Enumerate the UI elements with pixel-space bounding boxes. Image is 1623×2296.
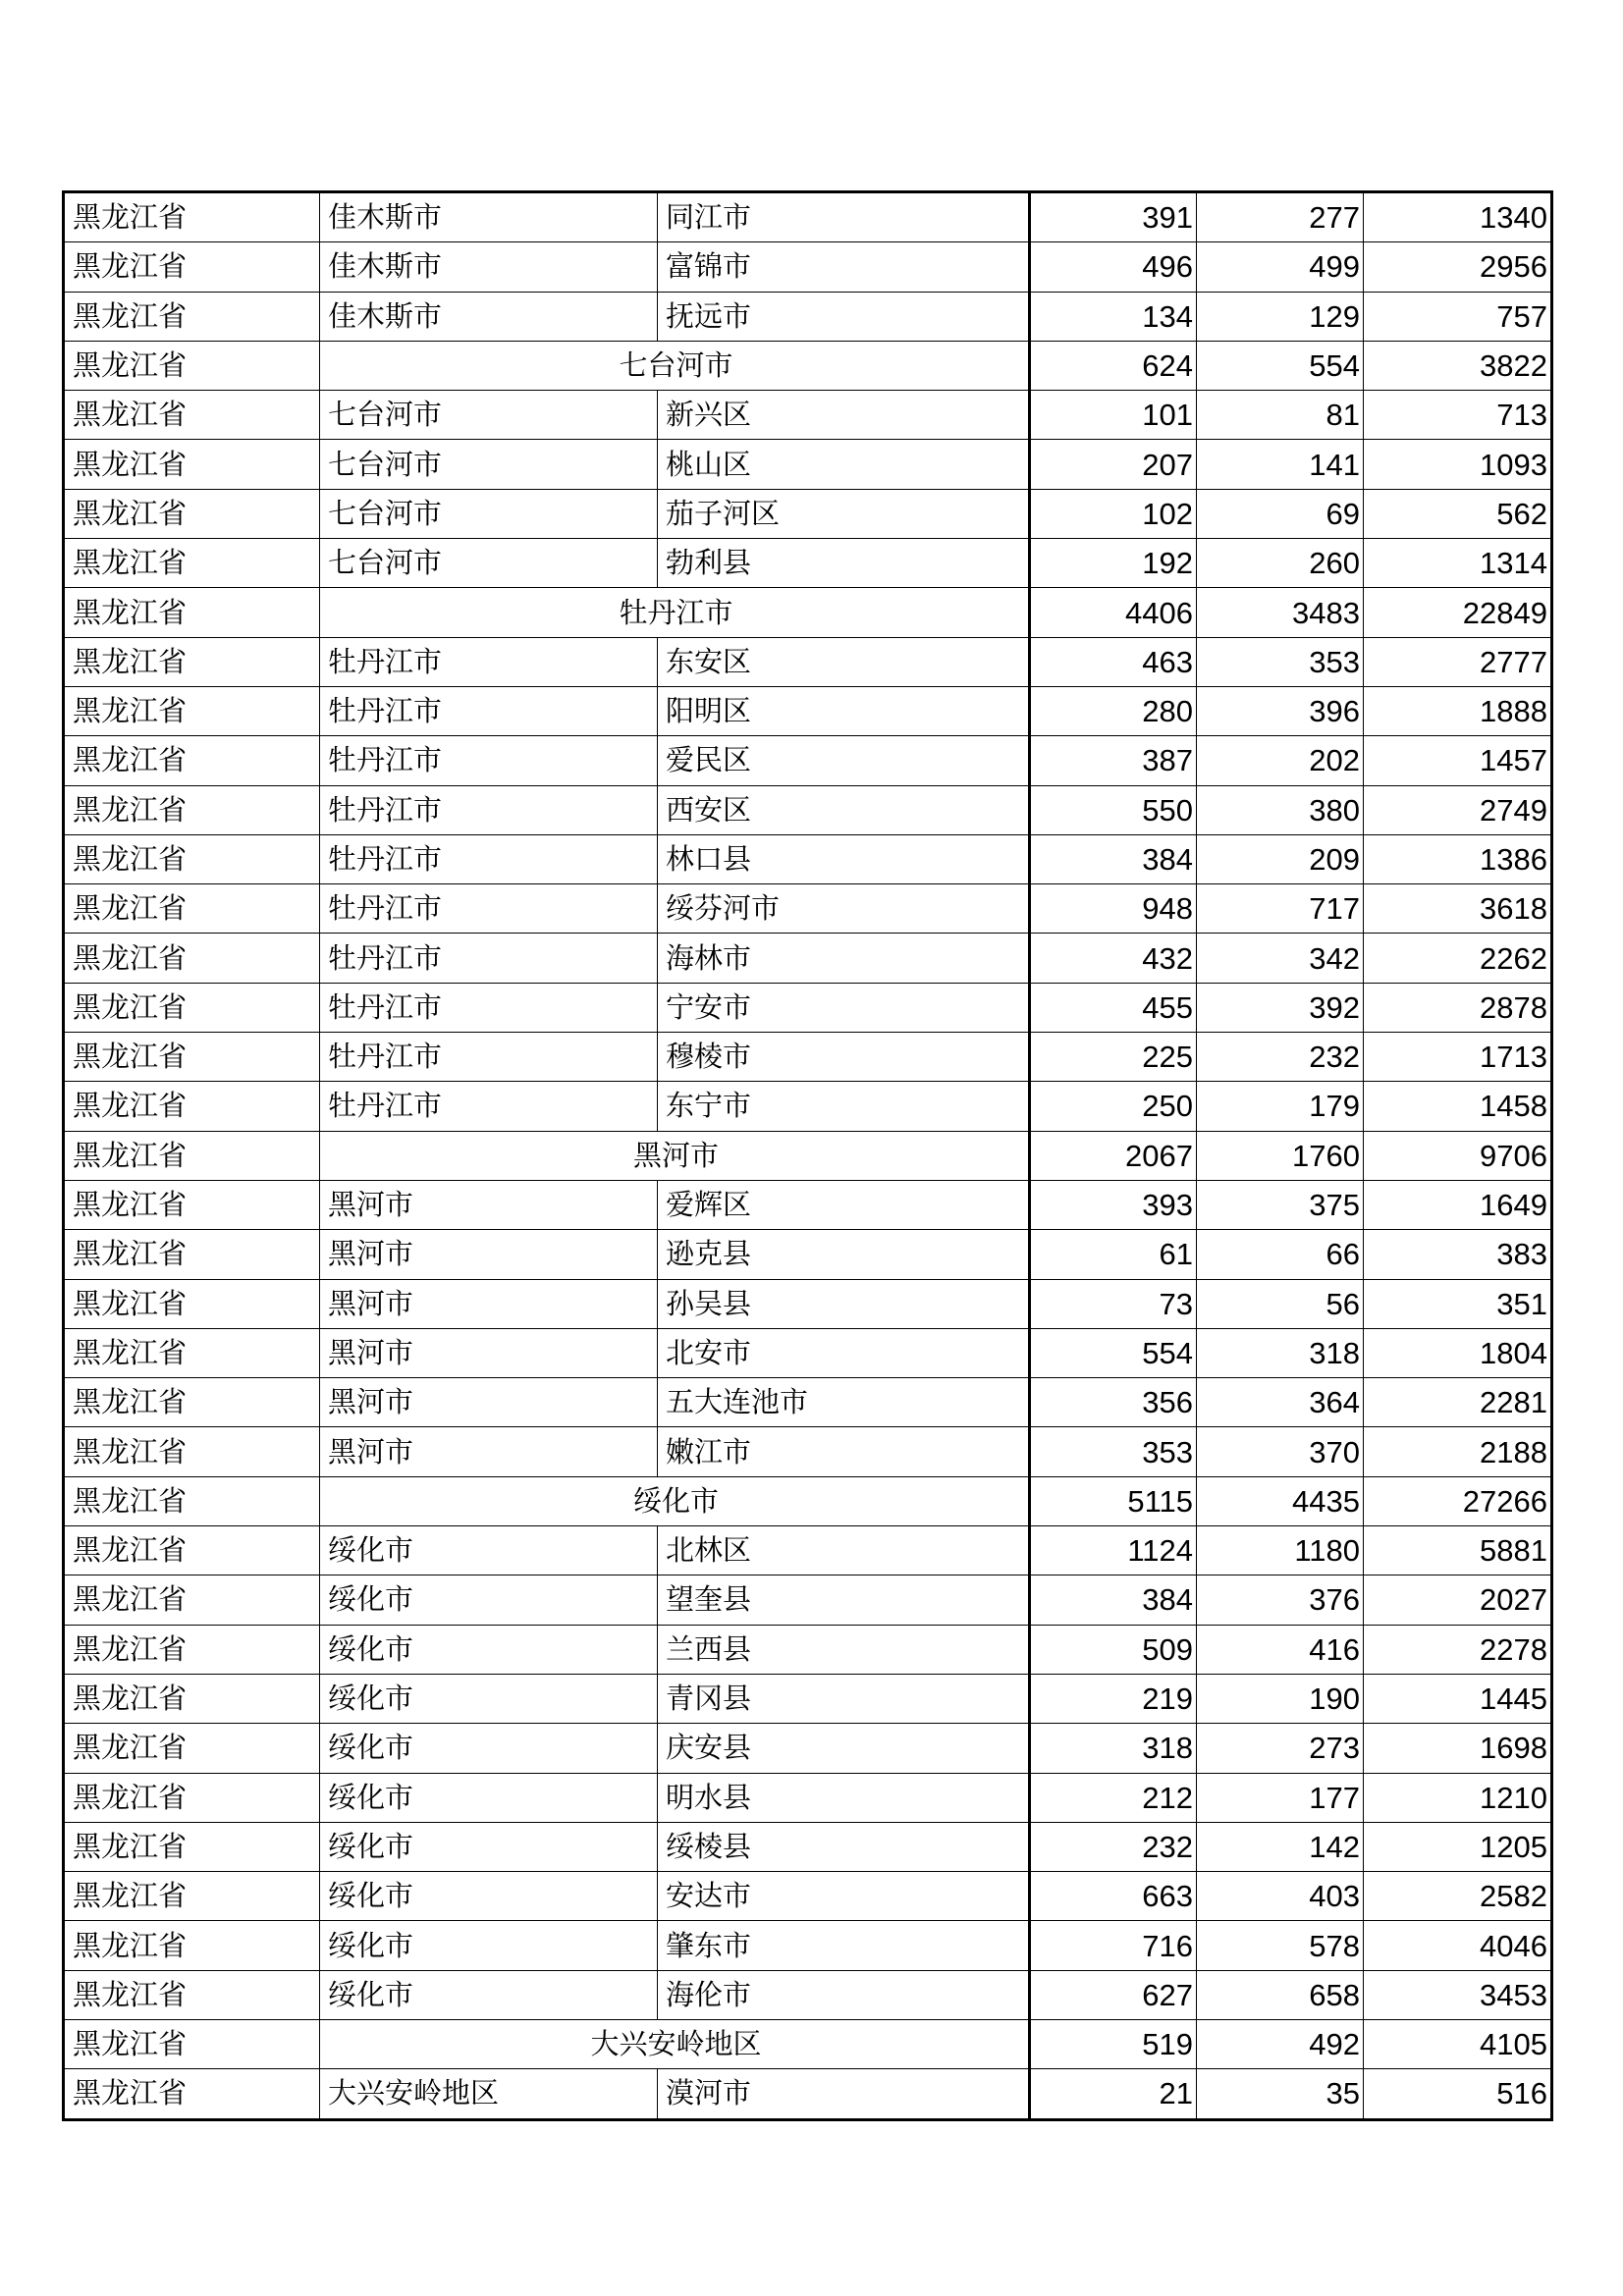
city-cell: 牡丹江市	[320, 1082, 658, 1131]
city-cell: 七台河市	[320, 489, 658, 538]
province-cell: 黑龙江省	[64, 1872, 320, 1921]
province-cell: 黑龙江省	[64, 341, 320, 390]
value-cell-2: 1760	[1197, 1131, 1364, 1180]
city-subtotal-cell: 绥化市	[320, 1476, 1030, 1525]
value-cell-1: 391	[1030, 192, 1197, 242]
province-cell: 黑龙江省	[64, 637, 320, 686]
county-cell: 绥棱县	[658, 1822, 1030, 1871]
value-cell-2: 499	[1197, 242, 1364, 292]
value-cell-3: 1314	[1364, 539, 1552, 588]
table-row	[64, 1674, 1552, 1723]
value-cell-2: 396	[1197, 686, 1364, 735]
county-cell: 茄子河区	[658, 489, 1030, 538]
value-cell-2: 342	[1197, 934, 1364, 983]
county-cell: 庆安县	[658, 1724, 1030, 1773]
value-cell-1: 1124	[1030, 1526, 1197, 1575]
province-cell: 黑龙江省	[64, 1427, 320, 1476]
value-cell-1: 134	[1030, 292, 1197, 341]
table-row	[64, 686, 1552, 735]
province-cell: 黑龙江省	[64, 1921, 320, 1970]
table-row	[64, 1033, 1552, 1082]
table-row	[64, 1180, 1552, 1229]
city-cell: 佳木斯市	[320, 192, 658, 242]
value-cell-1: 61	[1030, 1230, 1197, 1279]
value-cell-2: 578	[1197, 1921, 1364, 1970]
city-subtotal-row	[64, 2019, 1552, 2068]
value-cell-2: 1180	[1197, 1526, 1364, 1575]
county-cell: 穆棱市	[658, 1033, 1030, 1082]
table-row	[64, 1970, 1552, 2019]
table-body	[64, 192, 1552, 2120]
city-cell: 绥化市	[320, 1970, 658, 2019]
table-row	[64, 1724, 1552, 1773]
province-cell: 黑龙江省	[64, 440, 320, 489]
value-cell-3: 1713	[1364, 1033, 1552, 1082]
table-row	[64, 1230, 1552, 1279]
province-cell: 黑龙江省	[64, 834, 320, 883]
value-cell-1: 4406	[1030, 588, 1197, 637]
city-cell: 黑河市	[320, 1378, 658, 1427]
value-cell-2: 554	[1197, 341, 1364, 390]
city-cell: 绥化市	[320, 1724, 658, 1773]
city-cell: 牡丹江市	[320, 1033, 658, 1082]
value-cell-2: 416	[1197, 1625, 1364, 1674]
table-row	[64, 934, 1552, 983]
value-cell-1: 663	[1030, 1872, 1197, 1921]
province-cell: 黑龙江省	[64, 884, 320, 934]
value-cell-3: 1698	[1364, 1724, 1552, 1773]
value-cell-3: 9706	[1364, 1131, 1552, 1180]
county-cell: 绥芬河市	[658, 884, 1030, 934]
table-row	[64, 1575, 1552, 1625]
value-cell-1: 519	[1030, 2019, 1197, 2068]
province-cell: 黑龙江省	[64, 1131, 320, 1180]
value-cell-3: 2281	[1364, 1378, 1552, 1427]
province-cell: 黑龙江省	[64, 1625, 320, 1674]
value-cell-2: 69	[1197, 489, 1364, 538]
value-cell-3: 351	[1364, 1279, 1552, 1328]
city-cell: 绥化市	[320, 1872, 658, 1921]
value-cell-1: 624	[1030, 341, 1197, 390]
value-cell-2: 370	[1197, 1427, 1364, 1476]
city-cell: 牡丹江市	[320, 934, 658, 983]
value-cell-3: 1093	[1364, 440, 1552, 489]
value-cell-3: 1445	[1364, 1674, 1552, 1723]
province-cell: 黑龙江省	[64, 1674, 320, 1723]
city-cell: 黑河市	[320, 1427, 658, 1476]
table-row	[64, 736, 1552, 785]
county-cell: 勃利县	[658, 539, 1030, 588]
table-row	[64, 1427, 1552, 1476]
city-cell: 七台河市	[320, 391, 658, 440]
county-cell: 孙吴县	[658, 1279, 1030, 1328]
value-cell-2: 717	[1197, 884, 1364, 934]
table-row	[64, 1526, 1552, 1575]
value-cell-3: 2027	[1364, 1575, 1552, 1625]
value-cell-1: 250	[1030, 1082, 1197, 1131]
value-cell-2: 202	[1197, 736, 1364, 785]
county-cell: 抚远市	[658, 292, 1030, 341]
table-row	[64, 1378, 1552, 1427]
county-cell: 阳明区	[658, 686, 1030, 735]
value-cell-3: 2777	[1364, 637, 1552, 686]
value-cell-3: 2278	[1364, 1625, 1552, 1674]
value-cell-3: 5881	[1364, 1526, 1552, 1575]
table-row	[64, 391, 1552, 440]
table-row	[64, 884, 1552, 934]
value-cell-1: 716	[1030, 1921, 1197, 1970]
data-table	[62, 190, 1553, 2121]
value-cell-2: 403	[1197, 1872, 1364, 1921]
province-cell: 黑龙江省	[64, 1526, 320, 1575]
city-cell: 牡丹江市	[320, 884, 658, 934]
value-cell-2: 190	[1197, 1674, 1364, 1723]
value-cell-1: 318	[1030, 1724, 1197, 1773]
province-cell: 黑龙江省	[64, 1822, 320, 1871]
value-cell-1: 192	[1030, 539, 1197, 588]
value-cell-1: 432	[1030, 934, 1197, 983]
city-cell: 绥化市	[320, 1674, 658, 1723]
province-cell: 黑龙江省	[64, 1033, 320, 1082]
value-cell-3: 3453	[1364, 1970, 1552, 2019]
value-cell-1: 225	[1030, 1033, 1197, 1082]
county-cell: 富锦市	[658, 242, 1030, 292]
value-cell-1: 356	[1030, 1378, 1197, 1427]
value-cell-1: 102	[1030, 489, 1197, 538]
city-subtotal-cell: 黑河市	[320, 1131, 1030, 1180]
value-cell-1: 21	[1030, 2069, 1197, 2119]
value-cell-1: 948	[1030, 884, 1197, 934]
county-cell: 逊克县	[658, 1230, 1030, 1279]
value-cell-2: 392	[1197, 983, 1364, 1032]
county-cell: 漠河市	[658, 2069, 1030, 2119]
province-cell: 黑龙江省	[64, 2019, 320, 2068]
province-cell: 黑龙江省	[64, 242, 320, 292]
value-cell-2: 380	[1197, 785, 1364, 834]
city-subtotal-row	[64, 1131, 1552, 1180]
value-cell-2: 658	[1197, 1970, 1364, 2019]
county-cell: 西安区	[658, 785, 1030, 834]
value-cell-2: 277	[1197, 192, 1364, 242]
value-cell-3: 757	[1364, 292, 1552, 341]
city-subtotal-row	[64, 1476, 1552, 1525]
city-cell: 大兴安岭地区	[320, 2069, 658, 2119]
province-cell: 黑龙江省	[64, 934, 320, 983]
value-cell-2: 177	[1197, 1773, 1364, 1822]
value-cell-1: 627	[1030, 1970, 1197, 2019]
value-cell-3: 2262	[1364, 934, 1552, 983]
table-row	[64, 785, 1552, 834]
value-cell-2: 81	[1197, 391, 1364, 440]
value-cell-1: 496	[1030, 242, 1197, 292]
table-row	[64, 637, 1552, 686]
value-cell-2: 66	[1197, 1230, 1364, 1279]
value-cell-1: 101	[1030, 391, 1197, 440]
city-cell: 绥化市	[320, 1822, 658, 1871]
province-cell: 黑龙江省	[64, 292, 320, 341]
value-cell-3: 4046	[1364, 1921, 1552, 1970]
city-cell: 牡丹江市	[320, 983, 658, 1032]
value-cell-2: 35	[1197, 2069, 1364, 2119]
province-cell: 黑龙江省	[64, 1378, 320, 1427]
value-cell-2: 56	[1197, 1279, 1364, 1328]
province-cell: 黑龙江省	[64, 588, 320, 637]
county-cell: 爱辉区	[658, 1180, 1030, 1229]
value-cell-3: 2582	[1364, 1872, 1552, 1921]
value-cell-2: 129	[1197, 292, 1364, 341]
value-cell-2: 3483	[1197, 588, 1364, 637]
value-cell-3: 3822	[1364, 341, 1552, 390]
city-cell: 牡丹江市	[320, 686, 658, 735]
county-cell: 北林区	[658, 1526, 1030, 1575]
table-row	[64, 1279, 1552, 1328]
province-cell: 黑龙江省	[64, 1279, 320, 1328]
city-subtotal-cell: 牡丹江市	[320, 588, 1030, 637]
city-cell: 绥化市	[320, 1625, 658, 1674]
value-cell-1: 393	[1030, 1180, 1197, 1229]
province-cell: 黑龙江省	[64, 391, 320, 440]
value-cell-3: 4105	[1364, 2019, 1552, 2068]
value-cell-3: 1457	[1364, 736, 1552, 785]
table-row	[64, 1872, 1552, 1921]
city-cell: 黑河市	[320, 1279, 658, 1328]
county-cell: 林口县	[658, 834, 1030, 883]
city-cell: 佳木斯市	[320, 242, 658, 292]
county-cell: 爱民区	[658, 736, 1030, 785]
value-cell-2: 376	[1197, 1575, 1364, 1625]
city-subtotal-cell: 大兴安岭地区	[320, 2019, 1030, 2068]
table-row	[64, 1328, 1552, 1377]
table-row	[64, 834, 1552, 883]
table-row	[64, 242, 1552, 292]
city-cell: 七台河市	[320, 440, 658, 489]
province-cell: 黑龙江省	[64, 2069, 320, 2119]
value-cell-2: 364	[1197, 1378, 1364, 1427]
county-cell: 宁安市	[658, 983, 1030, 1032]
province-cell: 黑龙江省	[64, 1476, 320, 1525]
city-cell: 绥化市	[320, 1575, 658, 1625]
province-cell: 黑龙江省	[64, 489, 320, 538]
city-cell: 黑河市	[320, 1328, 658, 1377]
city-cell: 黑河市	[320, 1230, 658, 1279]
county-cell: 桃山区	[658, 440, 1030, 489]
value-cell-1: 280	[1030, 686, 1197, 735]
city-subtotal-row	[64, 341, 1552, 390]
value-cell-3: 383	[1364, 1230, 1552, 1279]
city-subtotal-row	[64, 588, 1552, 637]
province-cell: 黑龙江省	[64, 1082, 320, 1131]
value-cell-2: 375	[1197, 1180, 1364, 1229]
value-cell-1: 219	[1030, 1674, 1197, 1723]
province-cell: 黑龙江省	[64, 1230, 320, 1279]
city-subtotal-cell: 七台河市	[320, 341, 1030, 390]
value-cell-3: 1386	[1364, 834, 1552, 883]
value-cell-1: 387	[1030, 736, 1197, 785]
county-cell: 五大连池市	[658, 1378, 1030, 1427]
city-cell: 佳木斯市	[320, 292, 658, 341]
value-cell-1: 2067	[1030, 1131, 1197, 1180]
county-cell: 青冈县	[658, 1674, 1030, 1723]
value-cell-1: 463	[1030, 637, 1197, 686]
value-cell-3: 1888	[1364, 686, 1552, 735]
province-cell: 黑龙江省	[64, 1328, 320, 1377]
value-cell-2: 353	[1197, 637, 1364, 686]
value-cell-2: 260	[1197, 539, 1364, 588]
county-cell: 同江市	[658, 192, 1030, 242]
city-cell: 七台河市	[320, 539, 658, 588]
value-cell-3: 1205	[1364, 1822, 1552, 1871]
value-cell-3: 2956	[1364, 242, 1552, 292]
value-cell-3: 3618	[1364, 884, 1552, 934]
table-row	[64, 192, 1552, 242]
value-cell-1: 353	[1030, 1427, 1197, 1476]
province-cell: 黑龙江省	[64, 686, 320, 735]
province-cell: 黑龙江省	[64, 736, 320, 785]
city-cell: 牡丹江市	[320, 785, 658, 834]
value-cell-2: 318	[1197, 1328, 1364, 1377]
value-cell-1: 455	[1030, 983, 1197, 1032]
value-cell-1: 384	[1030, 834, 1197, 883]
value-cell-1: 550	[1030, 785, 1197, 834]
county-cell: 海伦市	[658, 1970, 1030, 2019]
value-cell-3: 2878	[1364, 983, 1552, 1032]
county-cell: 明水县	[658, 1773, 1030, 1822]
county-cell: 嫩江市	[658, 1427, 1030, 1476]
value-cell-2: 141	[1197, 440, 1364, 489]
value-cell-1: 554	[1030, 1328, 1197, 1377]
value-cell-1: 5115	[1030, 1476, 1197, 1525]
table-row	[64, 2069, 1552, 2119]
province-cell: 黑龙江省	[64, 1575, 320, 1625]
value-cell-2: 179	[1197, 1082, 1364, 1131]
value-cell-1: 207	[1030, 440, 1197, 489]
value-cell-3: 2749	[1364, 785, 1552, 834]
value-cell-3: 1804	[1364, 1328, 1552, 1377]
county-cell: 安达市	[658, 1872, 1030, 1921]
city-cell: 牡丹江市	[320, 736, 658, 785]
table-row	[64, 983, 1552, 1032]
value-cell-1: 73	[1030, 1279, 1197, 1328]
table-row	[64, 539, 1552, 588]
city-cell: 牡丹江市	[320, 834, 658, 883]
table-row	[64, 1773, 1552, 1822]
county-cell: 北安市	[658, 1328, 1030, 1377]
value-cell-3: 1210	[1364, 1773, 1552, 1822]
province-cell: 黑龙江省	[64, 1724, 320, 1773]
value-cell-1: 212	[1030, 1773, 1197, 1822]
county-cell: 海林市	[658, 934, 1030, 983]
table-row	[64, 1082, 1552, 1131]
province-cell: 黑龙江省	[64, 539, 320, 588]
city-cell: 牡丹江市	[320, 637, 658, 686]
province-cell: 黑龙江省	[64, 1970, 320, 2019]
province-cell: 黑龙江省	[64, 1773, 320, 1822]
county-cell: 兰西县	[658, 1625, 1030, 1674]
value-cell-3: 1340	[1364, 192, 1552, 242]
county-cell: 东安区	[658, 637, 1030, 686]
table-row	[64, 489, 1552, 538]
province-cell: 黑龙江省	[64, 785, 320, 834]
county-cell: 望奎县	[658, 1575, 1030, 1625]
city-cell: 绥化市	[320, 1773, 658, 1822]
value-cell-2: 492	[1197, 2019, 1364, 2068]
table-row	[64, 1822, 1552, 1871]
county-cell: 东宁市	[658, 1082, 1030, 1131]
value-cell-3: 27266	[1364, 1476, 1552, 1525]
value-cell-3: 1649	[1364, 1180, 1552, 1229]
value-cell-2: 273	[1197, 1724, 1364, 1773]
table-row	[64, 1625, 1552, 1674]
value-cell-1: 232	[1030, 1822, 1197, 1871]
province-cell: 黑龙江省	[64, 983, 320, 1032]
province-cell: 黑龙江省	[64, 192, 320, 242]
value-cell-1: 384	[1030, 1575, 1197, 1625]
value-cell-3: 516	[1364, 2069, 1552, 2119]
value-cell-2: 4435	[1197, 1476, 1364, 1525]
table-row	[64, 292, 1552, 341]
table-row	[64, 440, 1552, 489]
value-cell-3: 713	[1364, 391, 1552, 440]
city-cell: 黑河市	[320, 1180, 658, 1229]
value-cell-1: 509	[1030, 1625, 1197, 1674]
value-cell-3: 562	[1364, 489, 1552, 538]
value-cell-2: 232	[1197, 1033, 1364, 1082]
value-cell-3: 22849	[1364, 588, 1552, 637]
province-cell: 黑龙江省	[64, 1180, 320, 1229]
county-cell: 肇东市	[658, 1921, 1030, 1970]
city-cell: 绥化市	[320, 1921, 658, 1970]
value-cell-3: 1458	[1364, 1082, 1552, 1131]
value-cell-2: 142	[1197, 1822, 1364, 1871]
table-row	[64, 1921, 1552, 1970]
value-cell-2: 209	[1197, 834, 1364, 883]
county-cell: 新兴区	[658, 391, 1030, 440]
city-cell: 绥化市	[320, 1526, 658, 1575]
value-cell-3: 2188	[1364, 1427, 1552, 1476]
